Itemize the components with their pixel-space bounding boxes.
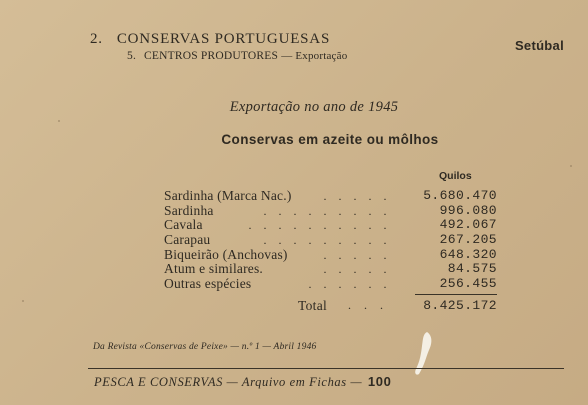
paper-speck xyxy=(22,300,24,302)
row-value: 996.080 xyxy=(439,202,497,218)
row-label: Atum e similares. xyxy=(164,261,264,277)
card-title xyxy=(0,99,588,116)
row-label: Cavala xyxy=(164,217,203,233)
section-title: CONSERVAS PORTUGUESAS xyxy=(116,31,331,47)
subsection-number: 5. xyxy=(127,50,137,62)
subsection-title: CENTROS PRODUTORES xyxy=(144,50,279,62)
subsection-subtitle: — Exportação xyxy=(281,50,348,62)
row-value: 84.575 xyxy=(447,261,497,277)
table-row xyxy=(164,262,499,277)
row-value: 5.680.470 xyxy=(423,188,497,203)
row-leader-dots: . . . . . . . . . . xyxy=(248,218,391,233)
table-row xyxy=(164,277,499,292)
total-value: 8.425.172 xyxy=(423,298,497,313)
table-row xyxy=(164,204,499,219)
section-number: 2. xyxy=(90,31,103,47)
export-table xyxy=(164,189,499,292)
paper-speck xyxy=(58,120,60,122)
table-row xyxy=(164,218,499,233)
card-number: 100 xyxy=(367,374,392,389)
table-row xyxy=(164,248,499,263)
subsection-heading xyxy=(127,50,347,62)
row-value: 492.067 xyxy=(439,217,497,233)
row-leader-dots: . . . . . xyxy=(323,189,391,203)
row-label: Outras espécies xyxy=(164,276,252,292)
row-label: Sardinha xyxy=(164,202,214,218)
source-note: Da Revista «Conservas de Peixe» — n.º 1 — Abril 1946 xyxy=(93,342,317,352)
row-label: Biqueirão (Anchovas) xyxy=(164,246,288,262)
total-rule xyxy=(415,294,497,295)
row-label: Sardinha (Marca Nac.) xyxy=(164,188,292,203)
footer-text: PESCA E CONSERVAS — Arquivo em Fichas — xyxy=(94,375,363,389)
row-leader-dots: . . . . . xyxy=(323,247,391,262)
row-value: 648.320 xyxy=(439,246,497,262)
footer-rule xyxy=(88,368,564,369)
paper-speck xyxy=(570,165,572,167)
row-value: 256.455 xyxy=(439,276,497,292)
table-row xyxy=(164,233,499,248)
total-leader-dots: . . . xyxy=(348,298,388,312)
unit-header: Quilos xyxy=(439,170,472,182)
footer xyxy=(94,374,391,390)
card-subtitle xyxy=(0,132,588,147)
total-label: Total xyxy=(298,298,328,313)
table-row xyxy=(164,189,499,204)
section-heading xyxy=(90,31,330,48)
card-title-text: Exportação no ano de 1945 xyxy=(229,99,399,115)
row-value: 267.205 xyxy=(439,232,497,248)
card-subtitle-text: Conservas em azeite ou môlhos xyxy=(221,132,439,147)
place-label: Setúbal xyxy=(514,38,564,53)
row-leader-dots: . . . . . . . . . xyxy=(263,233,391,248)
row-leader-dots: . . . . . xyxy=(323,262,391,277)
row-leader-dots: . . . . . . xyxy=(308,277,391,292)
row-label: Carapau xyxy=(164,232,211,248)
paper-tear-mark xyxy=(413,330,437,378)
row-leader-dots: . . . . . . . . . xyxy=(263,203,391,218)
